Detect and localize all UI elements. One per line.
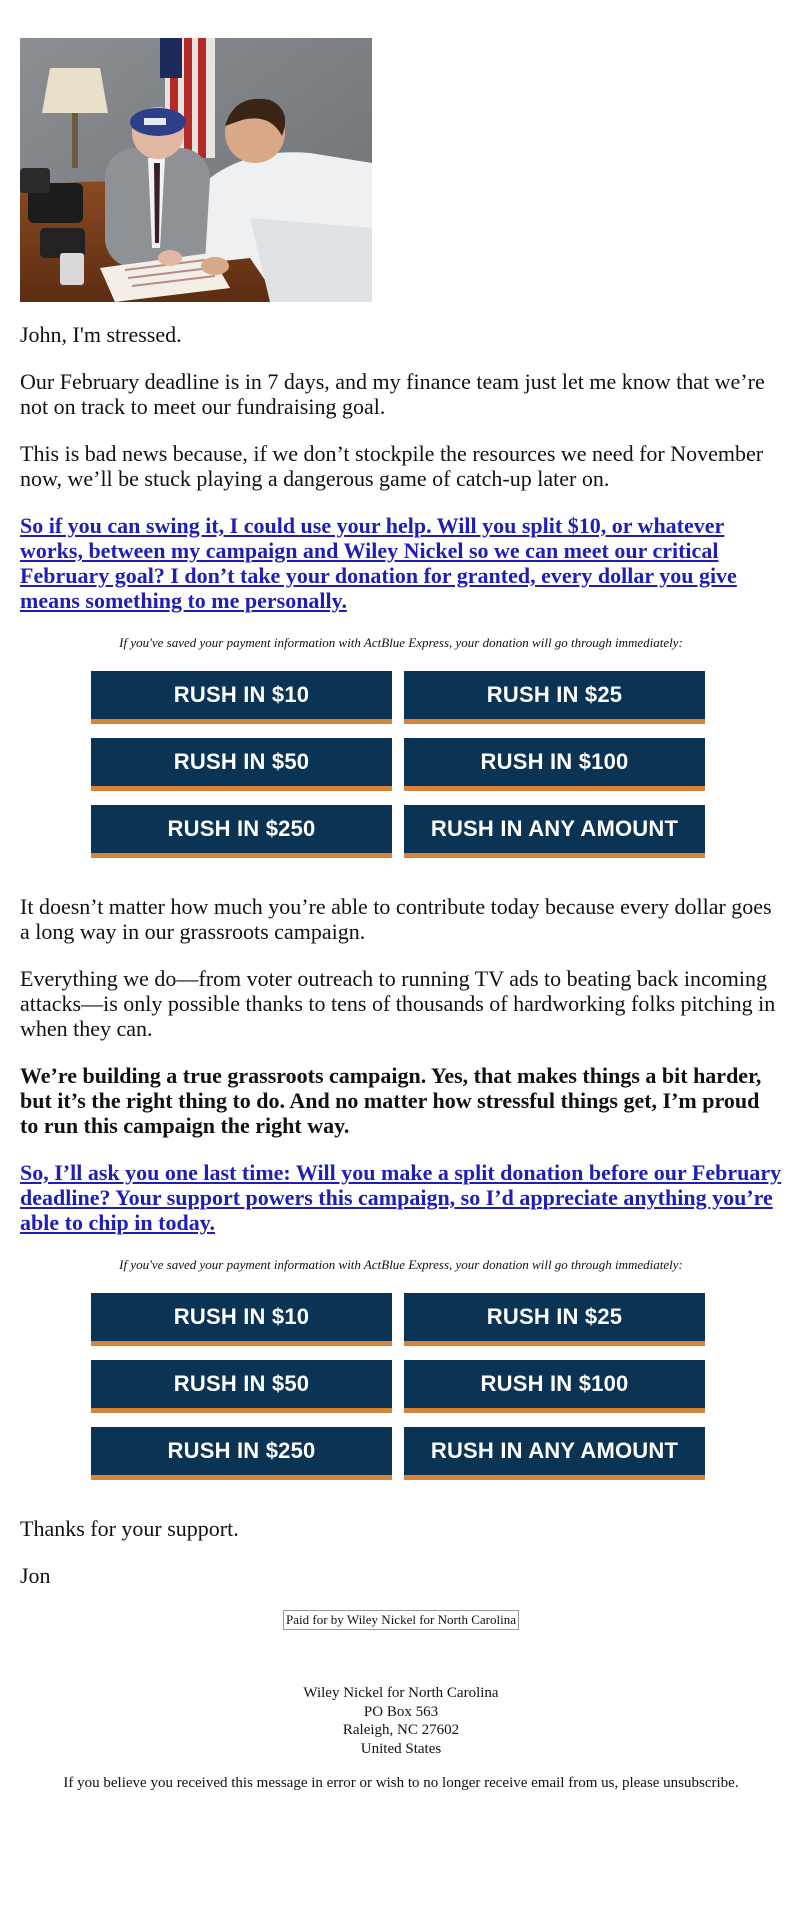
email-body (20, 38, 782, 1792)
mailing-address (20, 1684, 782, 1758)
office-photo-image (20, 38, 372, 302)
rush-10-button[interactable]: RUSH IN $10 (91, 671, 392, 724)
donation-buttons-1 (91, 671, 711, 858)
address-org: Wiley Nickel for North Carolina (303, 1685, 499, 1701)
rush-100-button[interactable]: RUSH IN $100 (404, 738, 705, 791)
paid-for-wrap (20, 1610, 782, 1630)
rush-any-amount-button[interactable]: RUSH IN ANY AMOUNT (404, 1427, 705, 1480)
donation-ask-2 (20, 1160, 782, 1235)
rush-any-amount-button[interactable]: RUSH IN ANY AMOUNT (404, 805, 705, 858)
address-city: Raleigh, NC 27602 (342, 1722, 460, 1738)
donation-buttons-2 (91, 1293, 711, 1480)
campaign-photo (20, 38, 372, 302)
paragraph-bad-news: This is bad news because, if we don’t stockpile the resources we need for November now, we’ll be stuck playing a dangerous game of catch-up later on. (20, 441, 764, 491)
rush-100-button[interactable]: RUSH IN $100 (404, 1360, 705, 1413)
rush-10-button[interactable]: RUSH IN $10 (91, 1293, 392, 1346)
paragraph-grassroots: We’re building a true grassroots campaign. Yes, that makes things a bit harder, but it’s the right thing to do. And no matter how stressful things get, I’m proud to run this campaign the right way. (20, 1063, 762, 1138)
actblue-express-note-1: If you've saved your payment information with ActBlue Express, your donation will go through immediately: (119, 635, 683, 650)
rush-50-button[interactable]: RUSH IN $50 (91, 738, 392, 791)
donation-ask-1 (20, 513, 782, 613)
paragraph-contribution: It doesn’t matter how much you’re able to contribute today because every dollar goes a long way in our grassroots campaign. (20, 894, 772, 944)
donation-ask-link-2[interactable]: So, I’ll ask you one last time: Will you make a split donation before our February deadline? Your support powers this campaign, so I’d appreciate anything you’re able to chip in today. (20, 1160, 782, 1235)
rush-25-button[interactable]: RUSH IN $25 (404, 1293, 705, 1346)
rush-50-button[interactable]: RUSH IN $50 (91, 1360, 392, 1413)
actblue-express-note-2: If you've saved your payment information with ActBlue Express, your donation will go through immediately: (119, 1257, 683, 1272)
address-country: United States (360, 1740, 442, 1757)
thanks-text: Thanks for your support. (20, 1516, 239, 1541)
greeting-text: John, I'm stressed. (20, 322, 182, 347)
rush-250-button[interactable]: RUSH IN $250 (91, 1427, 392, 1480)
address-po-box: PO Box 563 (363, 1703, 439, 1720)
paragraph-deadline: Our February deadline is in 7 days, and my finance team just let me know that we’re not on track to meet our fundraising goal. (20, 369, 765, 419)
signature-name: Jon (20, 1563, 51, 1588)
unsubscribe-note[interactable]: If you believe you received this message in error or wish to no longer receive email from us, please unsubscribe. (63, 1775, 739, 1791)
paragraph-everything: Everything we do—from voter outreach to running TV ads to beating back incoming attacks—is only possible thanks to tens of thousands of hardworking folks pitching in when they can. (20, 966, 776, 1041)
rush-25-button[interactable]: RUSH IN $25 (404, 671, 705, 724)
donation-ask-link-1[interactable]: So if you can swing it, I could use your help. Will you split $10, or whatever works, between my campaign and Wiley Nickel so we can meet our critical February goal? I don’t take your donation for granted, every dollar you give means something to me personally. (20, 513, 737, 613)
rush-250-button[interactable]: RUSH IN $250 (91, 805, 392, 858)
paid-for-disclaimer: Paid for by Wiley Nickel for North Carolina (283, 1610, 519, 1630)
